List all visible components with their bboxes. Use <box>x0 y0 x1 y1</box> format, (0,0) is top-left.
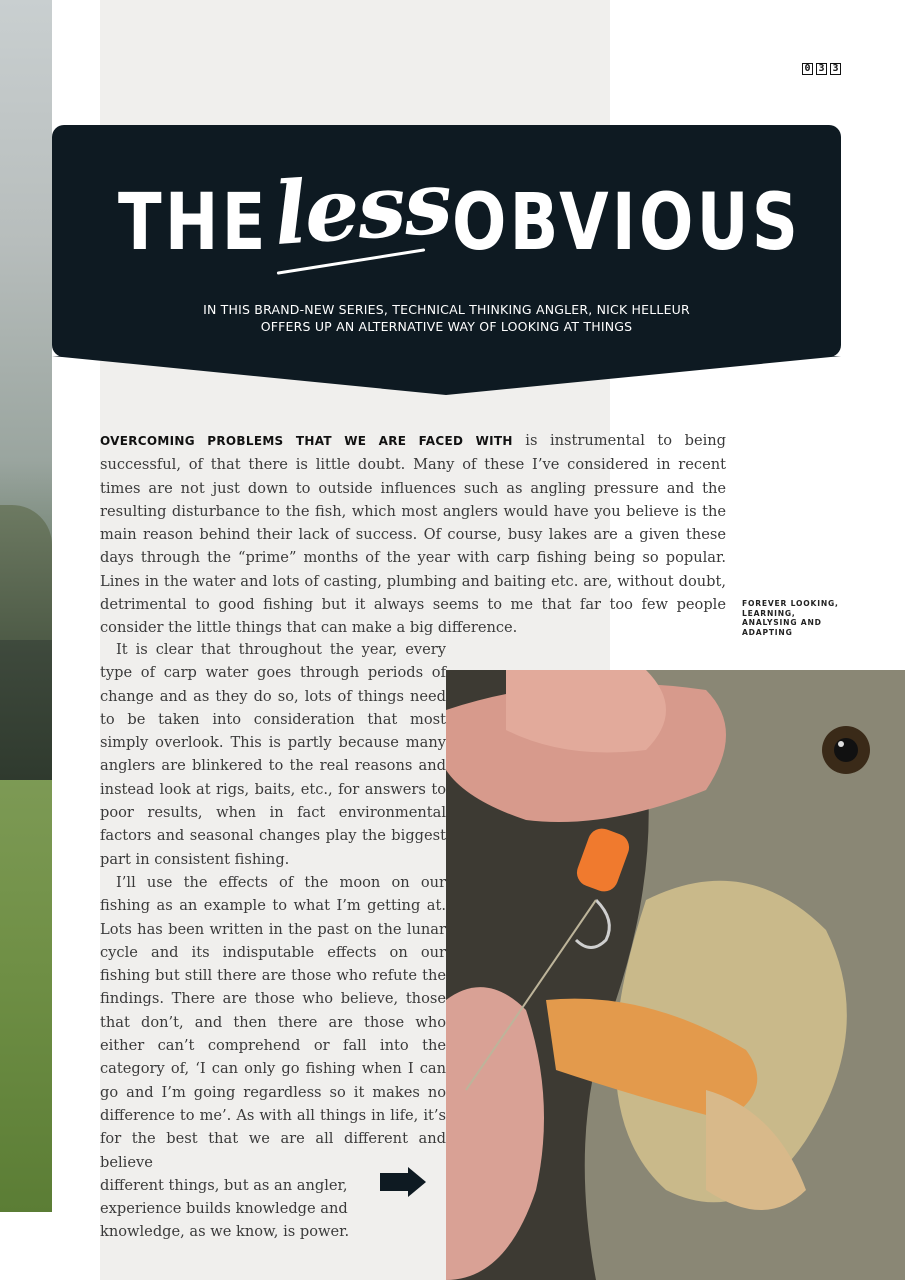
tent-shadow <box>0 640 52 780</box>
standfirst-line-1: IN THIS BRAND-NEW SERIES, TECHNICAL THINKING ANGLER, NICK HELLEUR <box>203 302 690 317</box>
tent-shape <box>0 505 52 655</box>
arrow-right-icon <box>380 1167 426 1197</box>
article-title <box>52 151 841 292</box>
page-digit: 3 <box>816 63 827 75</box>
article-intro-paragraph <box>100 429 726 640</box>
article-body-column <box>100 638 446 1244</box>
banner-point <box>52 356 841 396</box>
page-digit: 0 <box>802 63 813 75</box>
lead-in: OVERCOMING PROBLEMS THAT WE ARE FACED WITH <box>100 434 513 448</box>
body-paragraph: I’ll use the effects of the moon on our fishing as an example to what I’m getting at. Lots has been written in the past on the lunar cycle and its indisputable effects on our fishing but still there are those who refute the findings. There are those who believe, those that don’t, and then there are those who either can’t comprehend or fall into the category of, ‘I can only go fishing when I can go and I’m going regardless so it makes no difference to me’. As with all things in life, it’s for the best that we are all different and believe <box>100 873 446 1171</box>
title-word-the: THE <box>118 178 269 268</box>
standfirst-line-2: OFFERS UP AN ALTERNATIVE WAY OF LOOKING AT THINGS <box>260 319 633 334</box>
intro-text: is instrumental to being successful, of that there is little doubt. Many of these I’ve considered in recent times are not just down to outside influences such as angling pressure and the resulting disturbance to the fish, which most anglers would have you believe is the main reason behind their lack of success. Of course, busy lakes are a given these days through the “prime” months of the year with carp fishing being so popular. Lines in the water and lots of casting, plumbing and baiting etc. are, without doubt, detrimental to good fishing but it always seems to me that far too few people consider the little things that can make a big difference. <box>100 432 726 637</box>
photo-caption: FOREVER LOOKING, LEARNING, ANALYSING AND ADAPTING <box>742 599 839 637</box>
title-script-less: less <box>270 151 454 266</box>
carp-photo-illustration <box>446 670 905 1280</box>
background-photo-strip <box>0 0 52 1212</box>
carp-photo <box>446 670 905 1280</box>
title-word-obvious: OBVIOUS <box>452 178 802 268</box>
page-digit: 3 <box>830 63 841 75</box>
body-paragraph: It is clear that throughout the year, every type of carp water goes through periods of change and as they do so, lots of things need to be taken into consideration that most simply overlook. This is partly because many anglers are blinkered to the real reasons and instead look at rigs, baits, etc., for answers to poor results, when in fact environmental factors and seasonal changes play the biggest part in consistent fishing. <box>100 641 446 868</box>
page-number <box>802 63 841 75</box>
standfirst <box>52 301 841 335</box>
body-paragraph-end: different things, but as an angler, experience builds knowledge and knowledge, as we know, is power. <box>100 1176 350 1241</box>
